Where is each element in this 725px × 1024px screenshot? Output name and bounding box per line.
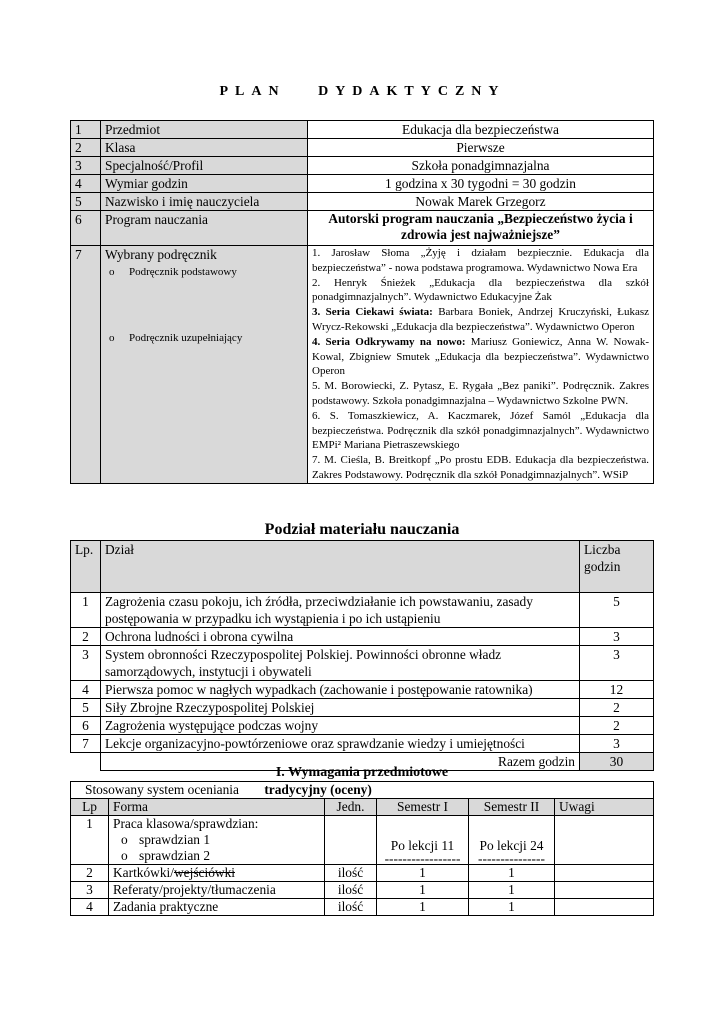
forma-label: Praca klasowa/sprawdzian: [113,816,259,831]
textbook-text: 1. Jarosław Słoma „Żyję i działam bezpiecznie. Edukacja dla bezpieczeństwa” - nowa podstawa programowa. Wydawnictwo Nowa Era [312,247,649,274]
test-item: o sprawdzian 1 [139,832,320,848]
row-forma: Referaty/projekty/tłumaczenia [109,882,325,899]
header-hours: Liczba godzin [580,541,654,593]
division-hours: 3 [580,628,654,646]
info-row [71,211,654,246]
division-lp: 3 [71,646,101,681]
division-hours: 3 [580,646,654,681]
row-number: 4 [71,175,101,193]
row-lp: 4 [71,899,109,916]
header-forma: Forma [109,799,325,816]
textbook-text: 2. Henryk Śnieżek „Edukacja dla bezpieczeństwa dla szkół ponadgimnazjalnych”. Wydawnictwo Edukacyjne Żak [312,276,649,304]
textbook-series: 3. Seria Ciekawi świata: [312,306,433,319]
row-sem1: 1 [377,865,469,882]
division-lp: 7 [71,735,101,753]
row-label: Wymiar godzin [101,175,308,193]
test-item: o sprawdzian 2 [139,848,320,864]
info-row [71,175,654,193]
division-dzial: Pierwsza pomoc w nagłych wypadkach (zachowanie i postępowanie ratownika) [101,681,580,699]
division-lp: 4 [71,681,101,699]
grading-system-label: Stosowany system oceniania [85,782,239,797]
division-dzial: Lekcje organizacyjno-powtórzeniowe oraz sprawdzanie wiedzy i umiejętności [101,735,580,753]
division-hours: 2 [580,717,654,735]
row-number: 6 [71,211,101,246]
division-lp: 1 [71,593,101,628]
division-dzial: Siły Zbrojne Rzeczypospolitej Polskiej [101,699,580,717]
row-number: 2 [71,139,101,157]
row-forma [109,816,325,865]
division-hours: 3 [580,735,654,753]
row-forma: Zadania praktyczne [109,899,325,916]
row-sem1 [377,816,469,865]
forma-label: Kartkówki/ [113,865,174,880]
textbook-item [312,305,649,335]
requirements-row [71,865,654,882]
test-list [113,832,320,864]
total-label: Razem godzin [101,753,580,771]
division-header-row [71,541,654,593]
division-heading: Podział materiału nauczania [264,521,460,538]
division-lp: 5 [71,699,101,717]
textbook-item [312,379,649,409]
requirements-row [71,899,654,916]
row-number: 1 [71,121,101,139]
row-lp: 3 [71,882,109,899]
row-number: 3 [71,157,101,175]
requirements-row [71,816,654,865]
row-jedn: ilość [325,899,377,916]
row-sem2 [469,816,555,865]
requirements-heading: I. Wymagania przedmiotowe [275,765,449,780]
sub-label-basic: o Podręcznik podstawowy [105,265,303,279]
row-label: Nazwisko i imię nauczyciela [101,193,308,211]
document-title: PLAN DYDAKTYCZNY [219,84,506,99]
division-row [71,628,654,646]
textbook-item [312,335,649,379]
row-label: Specjalność/Profil [101,157,308,175]
requirements-row [71,882,654,899]
division-dzial: Zagrożenia czasu pokoju, ich źródła, przeciwdziałanie ich powstawaniu, zasady postępowania w przypadku ich wystąpienia i po ich ustąpieniu [101,593,580,628]
sem2-value: Po lekcji 24 [479,838,544,853]
sem2-dashes: --------------- [478,851,545,866]
row-value: 1 godzina x 30 tygodni = 30 godzin [308,175,654,193]
division-lp: 6 [71,717,101,735]
row-label-cell [101,246,308,484]
info-row-textbooks [71,246,654,484]
program-value: Autorski program nauczania „Bezpieczeństwo życia i zdrowia jest najważniejsze” [308,211,654,246]
textbook-text: Mariusz Goniewicz, Anna W. Nowak-Kowal, Zbigniew Smutek „Edukacja dla bezpieczeństwa”. Wydawnictwo Operon [312,335,649,378]
header-sem1: Semestr I [377,799,469,816]
row-sem2: 1 [469,899,555,916]
textbook-item [312,276,649,306]
textbook-series: 4. Seria Odkrywamy na nowo: [312,335,466,348]
row-value: Nowak Marek Grzegorz [308,193,654,211]
requirements-table [70,781,654,916]
row-jedn: ilość [325,865,377,882]
total-value: 30 [580,753,654,771]
division-lp: 2 [71,628,101,646]
division-row [71,593,654,628]
division-hours: 12 [580,681,654,699]
textbook-item [312,246,649,276]
row-sem2: 1 [469,865,555,882]
division-hours: 2 [580,699,654,717]
row-lp: 2 [71,865,109,882]
row-label: Program nauczania [101,211,308,246]
division-row [71,646,654,681]
info-row [71,193,654,211]
requirements-header-row [71,799,654,816]
row-sem1: 1 [377,882,469,899]
header-uwagi: Uwagi [555,799,654,816]
forma-strike: wejściówki [174,865,235,880]
division-row [71,699,654,717]
grading-system-row [71,782,654,799]
header-lp: Lp. [71,541,101,593]
sem1-dashes: ----------------- [384,851,461,866]
header-dzial: Dział [101,541,580,593]
header-sem2: Semestr II [469,799,555,816]
row-value: Pierwsze [308,139,654,157]
sub-label-supplementary: o Podręcznik uzupełniający [105,331,303,345]
division-hours: 5 [580,593,654,628]
division-dzial: Ochrona ludności i obrona cywilna [101,628,580,646]
division-dzial: Zagrożenia występujące podczas wojny [101,717,580,735]
row-forma [109,865,325,882]
division-row [71,681,654,699]
textbook-item [312,409,649,453]
row-label: Wybrany podręcznik [105,247,217,262]
info-row [71,139,654,157]
division-row [71,735,654,753]
row-jedn: ilość [325,882,377,899]
textbook-text: 7. M. Cieśla, B. Breitkopf „Po prostu EDB. Edukacja dla bezpieczeństwa. Zakres Podstawowy. Podręcznik dla szkół Ponadgimnazjalnych”. WSiP [312,454,649,481]
row-label: Klasa [101,139,308,157]
row-number: 5 [71,193,101,211]
row-sem2: 1 [469,882,555,899]
sem1-value: Po lekcji 11 [390,838,455,853]
row-lp: 1 [71,816,109,865]
division-row [71,717,654,735]
textbook-text: 5. M. Borowiecki, Z. Pytasz, E. Rygała „Bez paniki”. Podręcznik. Zakres podstawowy. Szkoła ponadgimnazjalna – Wydawnictwo Szkolne PWN. [312,380,649,407]
grading-system-value: tradycyjny (oceny) [264,782,372,797]
textbook-list [308,246,654,484]
textbook-text: Barbara Boniek, Andrzej Kruczyński, Łukasz Wrycz-Rekowski „Edukacja dla bezpieczeństwa”. Wydawnictwo Operon [312,306,649,333]
division-dzial: System obronności Rzeczypospolitej Polskiej. Powinności obronne władz samorządowych, instytucji i obywateli [101,646,580,681]
row-number: 7 [71,246,101,484]
info-row [71,121,654,139]
info-row [71,157,654,175]
row-sem1: 1 [377,899,469,916]
division-table [70,540,654,771]
row-value: Szkoła ponadgimnazjalna [308,157,654,175]
textbook-item [312,453,649,483]
info-table [70,120,654,484]
textbook-text: 6. S. Tomaszkiewicz, A. Kaczmarek, Józef Samól „Edukacja dla bezpieczeństwa. Podręcznik dla szkół ponadgimnazjalnych”. Wydawnictwo EMPi² Mariana Pietraszewskiego [312,409,649,452]
division-rows [71,593,654,753]
row-label: Przedmiot [101,121,308,139]
header-jedn: Jedn. [325,799,377,816]
header-lp: Lp [71,799,109,816]
row-value: Edukacja dla bezpieczeństwa [308,121,654,139]
